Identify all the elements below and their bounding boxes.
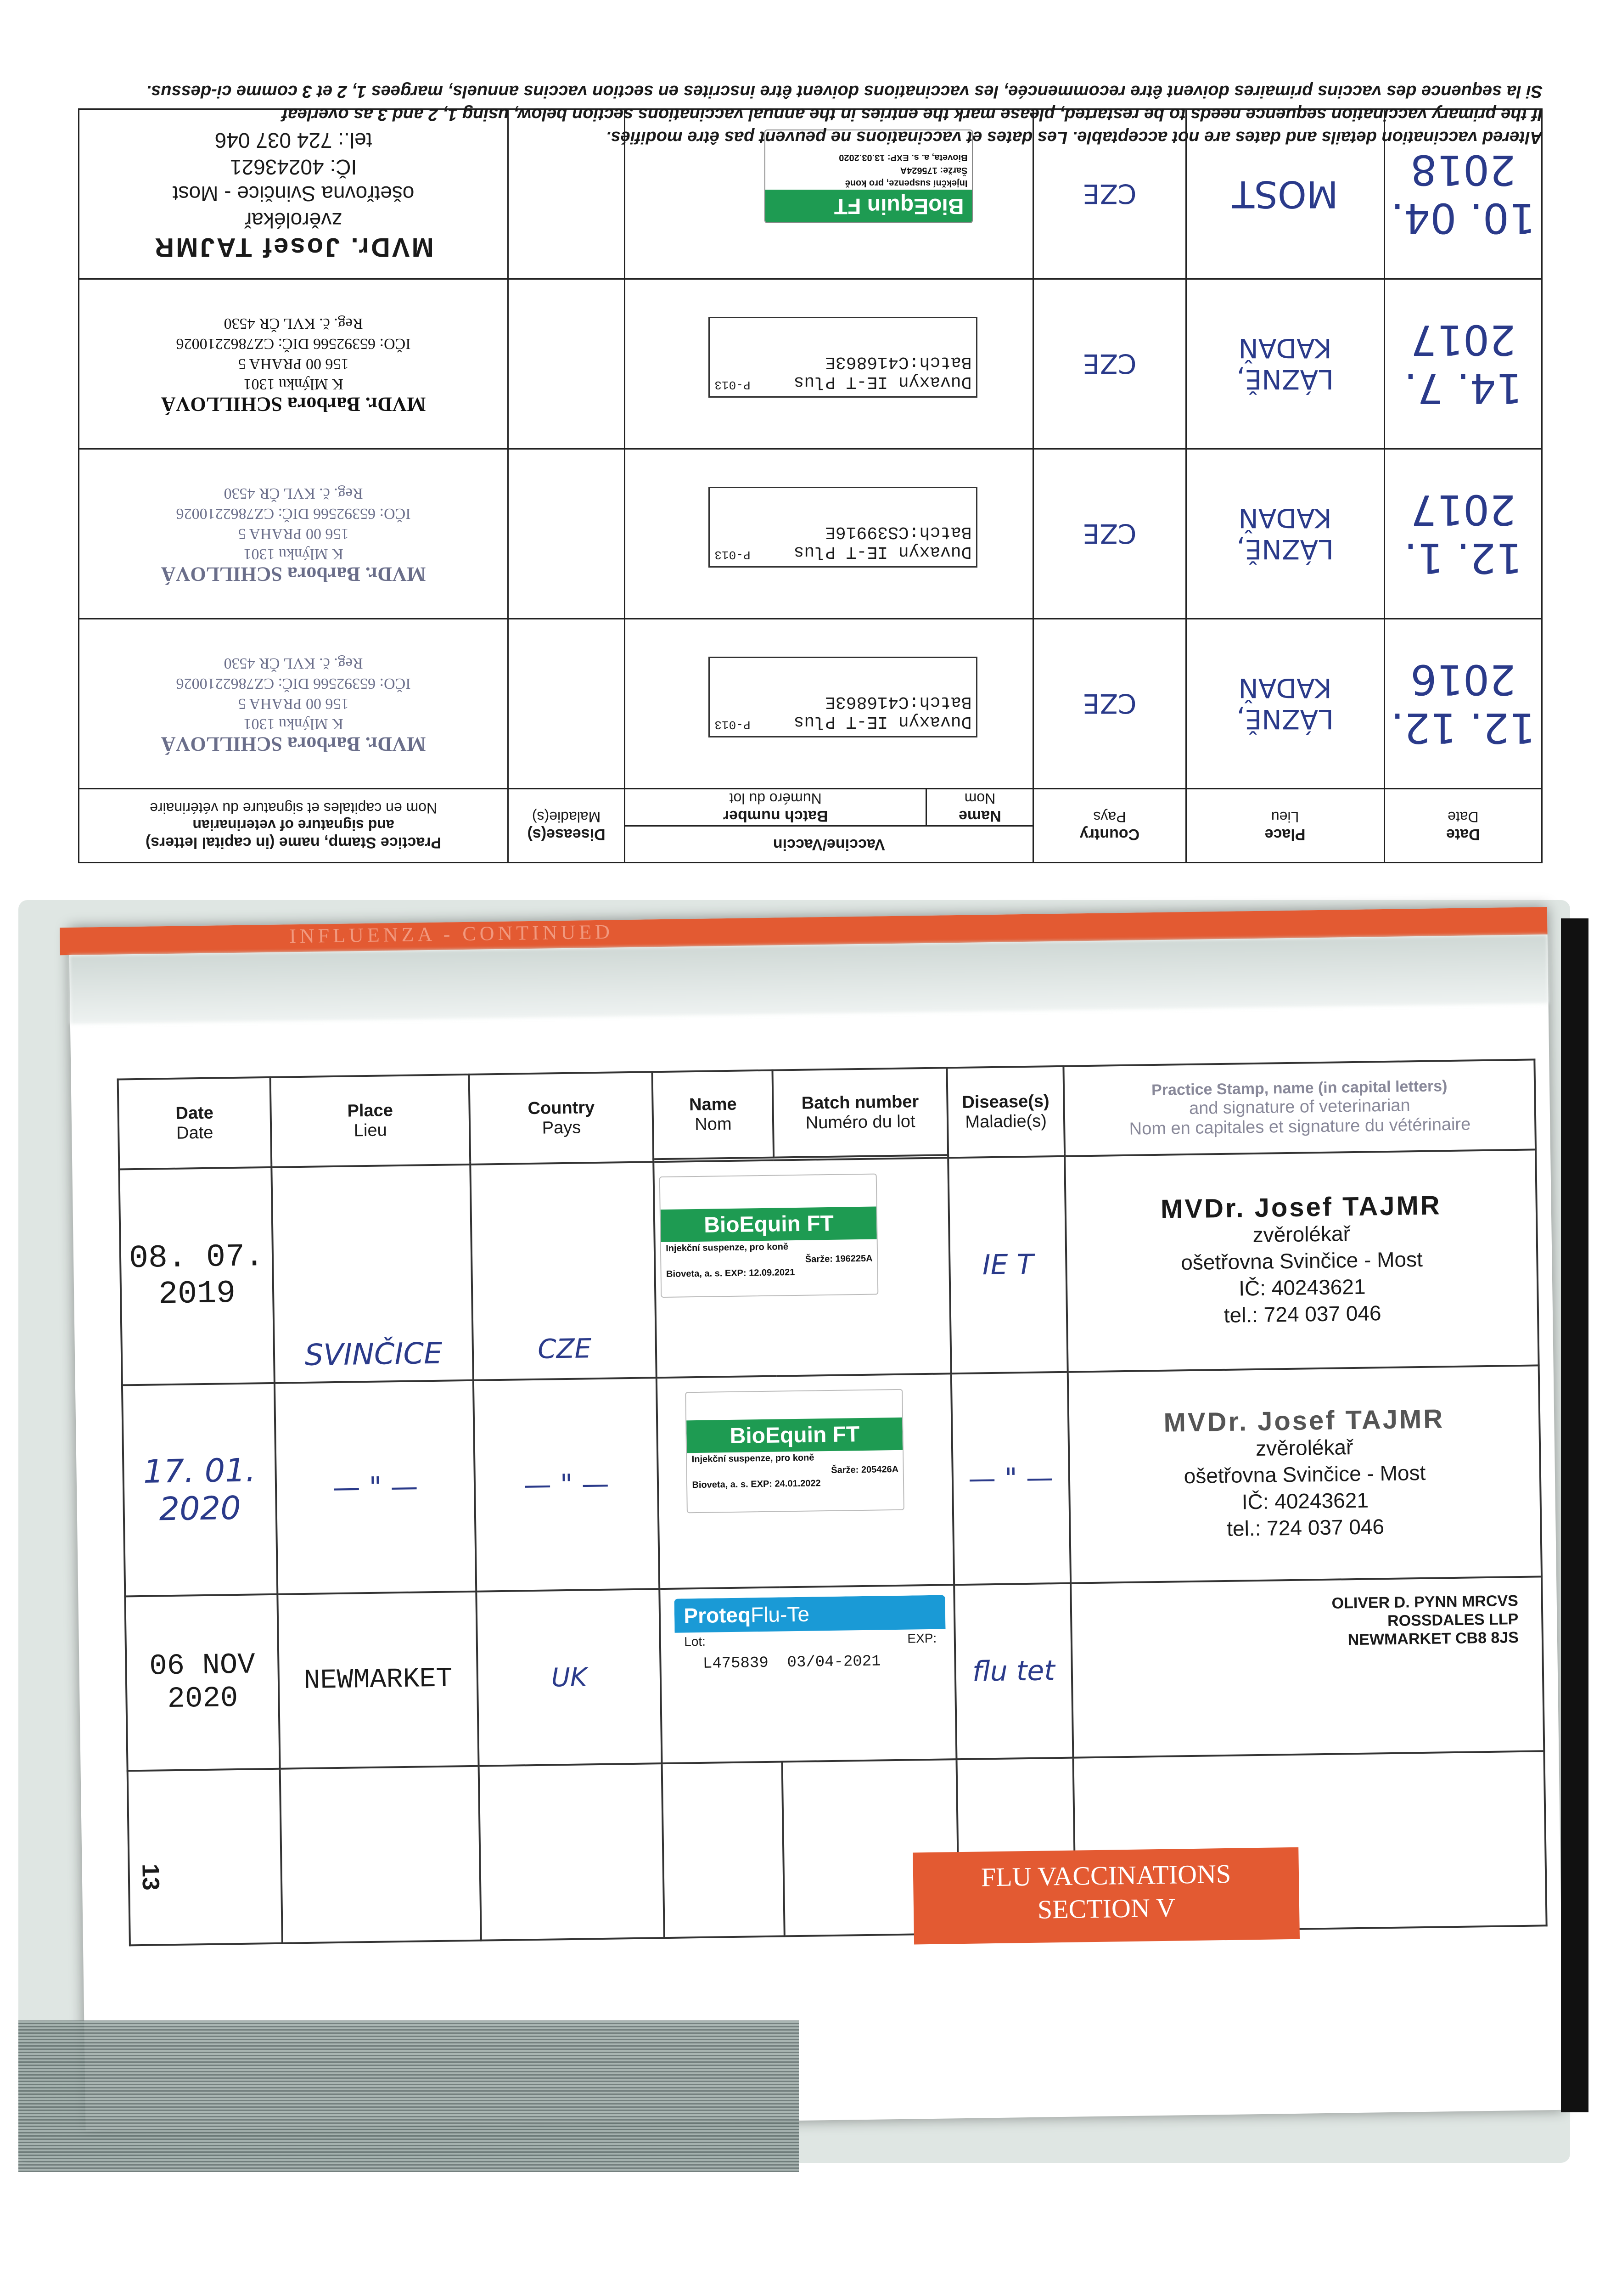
row-date: 10. 04. 2018 [1384,109,1542,279]
vet-stamp: MVDr. Barbora SCHILLOVÁ K Mlýnku 1301 156 00 PRAHA 5 IČO: 65392566 DIČ: CZ7862210026 Reg. č. KVL ČR 4530 [79,279,508,449]
proteq-title: ProteqFlu-Te [674,1595,946,1632]
row-place: SVINČICE [271,1165,473,1383]
row-disease: — " — [951,1372,1071,1585]
flu-vaccination-table [117,1058,1548,1946]
table-row [79,449,1542,619]
vet-stamp: MVDr. Barbora SCHILLOVÁ K Mlýnku 1301 156 00 PRAHA 5 IČO: 65392566 DIČ: CZ7862210026 Reg. č. KVL ČR 4530 [79,619,508,789]
row-date: 12. 12. 2016 [1384,619,1542,789]
row-country: CZE [1033,449,1186,619]
vaccine-label-cell [657,1373,954,1589]
row-place: MOST [1186,109,1384,279]
vet-stamp: MVDr. Josef TAJMR zvěrolékař ošetřovna Svinčice - Most IČ: 40243621 tel.: 724 037 046 [1068,1365,1542,1583]
row-date: 12. 1. 2017 [1384,449,1542,619]
header-date: Date Date [118,1077,272,1170]
note-altered: Altered vaccination details and dates are not acceptable. Les dates et vaccinations ne peuvent pas être modifiés. [606,128,1543,147]
bioequin-label: BioEquin FT Injekční suspenze, pro koně Šarže: 205426A Bioveta, a. s. EXP: 24.01.2022 [685,1389,905,1514]
header-date: Date Date [1384,789,1542,863]
row-country: CZE [1033,279,1186,449]
table-row [125,1576,1544,1771]
row-country: — " — [473,1378,660,1592]
orange-header-strip: INFLUENZA - CONTINUED [60,907,1548,955]
row-place: LÁZNĚ, KADAŇ [1186,619,1384,789]
bioequin-title: BioEquin FT [687,1418,903,1453]
empty-cell [280,1766,481,1943]
vet-stamp: MVDr. Barbora SCHILLOVÁ K Mlýnku 1301 156 00 PRAHA 5 IČO: 65392566 DIČ: CZ7862210026 Reg. č. KVL ČR 4530 [79,449,508,619]
table-row [79,619,1542,789]
row-date: 17. 01. 2020 [122,1383,277,1597]
row-place: LÁZNĚ, KADAŇ [1186,449,1384,619]
page-number: 13 [137,1863,164,1891]
header-batch: Batch number Numéro du lot [773,1068,948,1157]
header-vaccine: Vaccine/Vaccin [624,826,1033,863]
bioequin-label: BioEquin FT Injekční suspenze, pro koně Šarže: 196225A Bioveta, a. s. EXP: 12.09.2021 [659,1173,879,1298]
row-place: — " — [275,1380,477,1594]
duvaxyn-label: Duvaxyn IE-T Plus Batch:C416863E P-013 [708,317,977,398]
table-row-empty [128,1751,1547,1945]
vaccine-label-cell [660,1585,957,1763]
bioequin-title: BioEquin FT [661,1206,877,1242]
vet-stamp: MVDr. Josef TAJMR zvěrolékař ošetřovna Svinčice - Most IČ: 40243621 tel.: 724 037 046 [1065,1149,1538,1372]
duvaxyn-label: Duvaxyn IE-T Plus Batch:CS39916E P-013 [708,487,977,568]
header-disease: Disease(s) Maladie(s) [508,789,625,863]
header-name: Name Nom [652,1070,774,1159]
header-stamp: Practice Stamp, name (in capital letters) and signature of veterinarian Nom en capitales et signature du vétérinaire [1064,1059,1536,1156]
table-row [79,279,1542,449]
row-disease [508,449,625,619]
empty-cell [662,1761,785,1938]
bioequin-label: BioEquin FT Injekční suspenze, pro koně Šarže: 175624A Bioveta, a. s. EXP: 13.03.2020 [764,129,973,223]
row-country: CZE [1033,619,1186,789]
primary-vaccination-table [78,108,1543,863]
empty-cell [128,1769,282,1946]
row-disease: flu tet [954,1583,1073,1760]
booklet-edge [1561,918,1588,2112]
header-batch: Batch number Numéro du lot [624,789,926,826]
note-restart: If the primary vaccination sequence needs to be restarted, please mark the entries in the annual vaccinations section below, using 1, 2 and 3 as overleaf [281,105,1543,124]
row-disease: IE T [948,1156,1068,1374]
header-country: Country Pays [469,1072,654,1165]
row-disease [508,619,625,789]
row-date: 08. 07. 2019 [119,1167,274,1385]
header-name: Name Nom [926,789,1033,826]
scan-artifact [18,2020,799,2172]
vet-stamp: OLIVER D. PYNN MRCVS ROSSDALES LLP NEWMARKET CB8 8JS [1071,1576,1544,1757]
vaccine-label-cell [624,279,1033,449]
table-row [122,1365,1542,1596]
note-restart-fr: Si la sequence des vaccins primaires doivent être recommencée, les vaccinations doivent être inscrites en section vaccins annuels, margees 1, 2 et 3 comme ci-dessus. [146,82,1543,101]
row-place: NEWMARKET [277,1592,478,1769]
header-disease: Disease(s) Maladie(s) [947,1066,1065,1158]
flu-vaccinations-banner: FLU VACCINATIONS SECTION V [913,1847,1300,1945]
row-date: 06 NOV 2020 [125,1594,280,1771]
row-country: UK [476,1589,662,1766]
vaccine-label-cell [624,619,1033,789]
row-disease [508,279,625,449]
header-place: Place Lieu [270,1075,471,1167]
booklet-page [69,907,1564,2131]
vaccine-label-cell [624,449,1033,619]
header-country: Country Pays [1033,789,1186,863]
duvaxyn-label: Duvaxyn IE-T Plus Batch:C416863E P-013 [708,657,977,737]
vaccine-label-cell [654,1158,951,1378]
upside-down-vaccination-page [78,64,1543,863]
vet-stamp: MVDr. Josef TAJMR zvěrolékař ošetřovna Svinčice - Most IČ: 40243621 tel.: 724 037 046 [79,109,508,279]
row-country: CZE [1033,109,1186,279]
proteq-label: ProteqFlu-Te Lot: EXP: L475839 03/04-2021 [674,1595,947,1709]
row-country: CZE [470,1162,657,1380]
header-place: Place Lieu [1186,789,1384,863]
header-stamp: Practice Stamp, name (in capital letters) and signature of veterinarian Nom en capitales et signature du vétérinaire [79,789,508,863]
table-row [119,1149,1538,1385]
empty-cell [479,1763,665,1941]
row-date: 14. 7. 2017 [1384,279,1542,449]
row-place: LÁZNĚ, KADAŇ [1186,279,1384,449]
